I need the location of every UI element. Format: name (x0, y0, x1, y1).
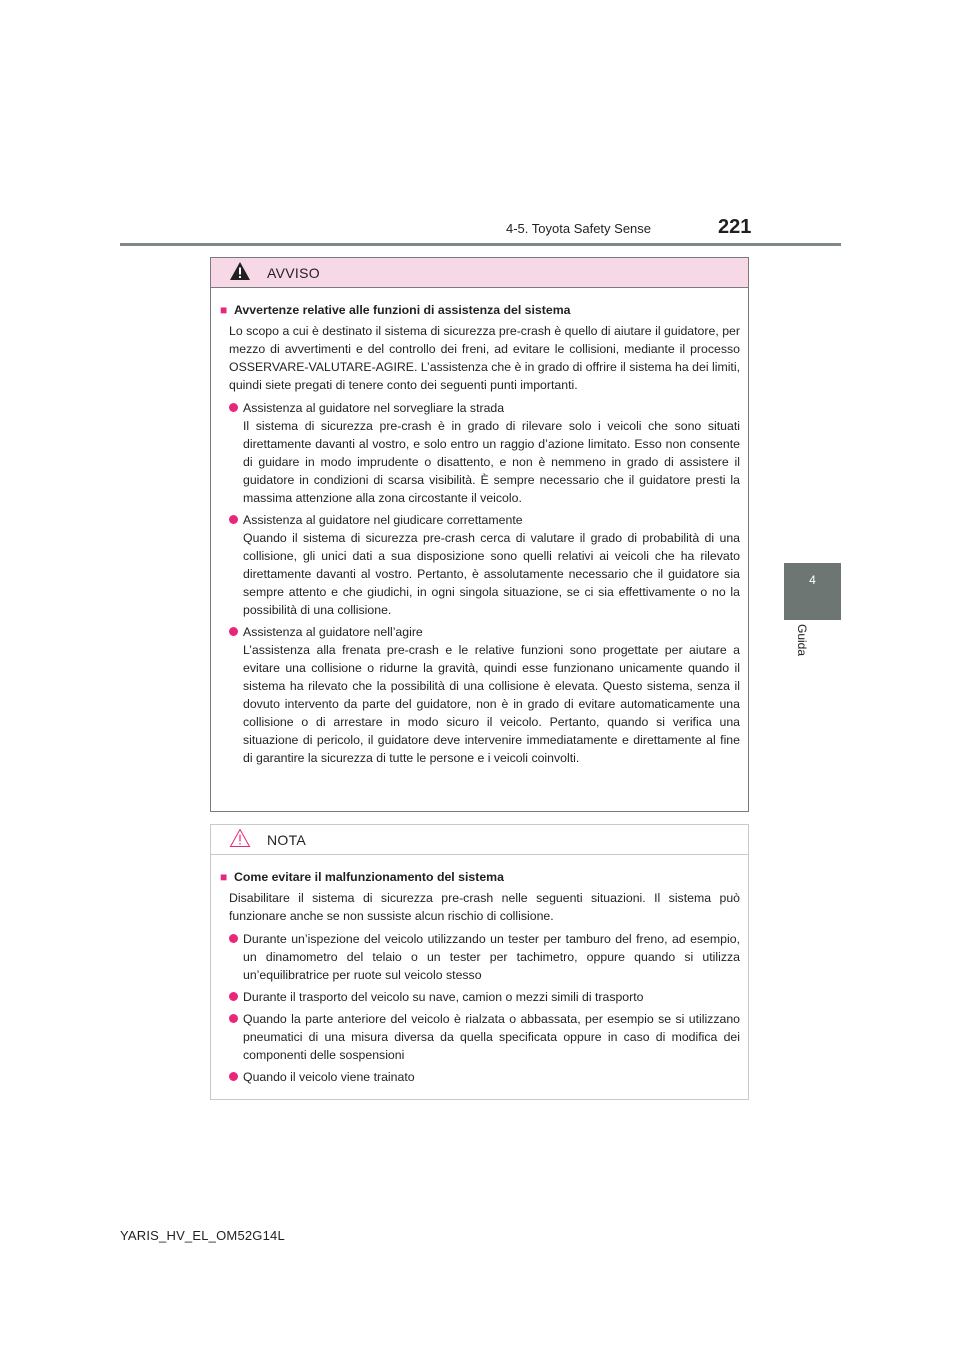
section-square-icon: ■ (220, 303, 228, 317)
caution-triangle-outline-icon (229, 828, 251, 848)
note-box (210, 824, 749, 1100)
bullet-icon (229, 511, 241, 529)
chapter-label: Guida (795, 624, 809, 657)
document-code: YARIS_HV_EL_OM52G14L (120, 1228, 285, 1243)
list-item (229, 930, 740, 984)
list-item-text: Quando il veicolo viene trainato (243, 1070, 415, 1084)
bullet-icon (229, 1010, 241, 1028)
note-heading-text: Come evitare il malfunzionamento del sistema (234, 870, 504, 884)
warning-title: AVVISO (267, 265, 320, 281)
list-item-text: Durante un’ispezione del veicolo utilizzando un tester per tamburo del freno, ad esempio, un dinamometro del telaio o un tester per tachimetro, oppure quando si utilizza un’equilibratrice per ruote sul veicolo stesso (243, 932, 740, 982)
list-item-title: Assistenza al guidatore nel sorvegliare la strada (243, 401, 505, 415)
list-item (229, 1010, 740, 1064)
warning-heading (220, 301, 740, 319)
list-item-text: Il sistema di sicurezza pre-crash è in grado di rilevare solo i veicoli che sono situati direttamente davanti al vostro, e solo entro un raggio d’azione limitato. Esso non consente di guidare in modo imprudente o disattento, e non è nemmeno in grado di assistere il guidatore in condizioni di scarsa visibilità. È sempre necessario che il guidatore presti la massima attenzione alla zona circostante il veicolo. (243, 419, 740, 505)
warning-content (211, 288, 748, 767)
chapter-tab (784, 563, 841, 620)
section-title: 4-5. Toyota Safety Sense (506, 221, 652, 236)
note-title: NOTA (267, 832, 307, 848)
warning-triangle-icon (229, 261, 251, 281)
section-square-icon: ■ (220, 870, 228, 884)
list-item-text: Quando il sistema di sicurezza pre-crash cerca di valutare il grado di probabilità di una collisione, gli unici dati a sua disposizione sono quelli relativi ai veicoli che ha rilevato direttamente davanti al vostro. Pertanto, è assolutamente necessario che il guidatore sia sempre attento e che giudichi, in ogni singola situazione, se ci sia effettivamente o no la possibilità di una collisione. (243, 531, 740, 617)
bullet-icon (229, 930, 241, 948)
list-item (229, 988, 740, 1006)
warning-header (211, 258, 748, 288)
warning-list (229, 399, 740, 767)
list-item-title: Assistenza al guidatore nel giudicare correttamente (243, 513, 523, 527)
bullet-icon (229, 623, 241, 641)
warning-heading-text: Avvertenze relative alle funzioni di assistenza del sistema (234, 303, 571, 317)
list-item-text: Durante il trasporto del veicolo su nave, camion o mezzi simili di trasporto (243, 990, 644, 1004)
note-heading (220, 868, 740, 886)
list-item-text: L’assistenza alla frenata pre-crash e le relative funzioni sono progettate per aiutare a evitare una collisione o ridurne la gravità, quindi esse funzionano unicamente quando il sistema ha rilevato che la possibilità di una collisione è elevata. Questo sistema, senza il dovuto intervento da parte del guidatore, non è in grado di evitare automaticamente una collisione o di arrestare in modo sicuro il veicolo. Pertanto, quando si verifica una situazione di pericolo, il guidatore deve intervenire immediatamente e direttamente al fine di garantire la sicurezza di tutte le persone e i veicoli coinvolti. (243, 643, 740, 765)
header-rule (120, 243, 841, 246)
list-item (229, 623, 740, 767)
list-item (229, 399, 740, 507)
note-content (211, 855, 748, 1086)
bullet-icon (229, 399, 241, 417)
warning-box (210, 257, 749, 812)
warning-intro: Lo scopo a cui è destinato il sistema di sicurezza pre-crash è quello di aiutare il guidatore, per mezzo di avvertimenti e del controllo dei freni, ad evitare le collisioni, mediante il processo OSSERVARE-VALUTARE-AGIRE. L’assistenza che è in grado di offrire il sistema ha dei limiti, quindi siete pregati di tenere conto dei seguenti punti importanti. (229, 324, 740, 392)
note-list (229, 930, 740, 1086)
list-item-text: Quando la parte anteriore del veicolo è rialzata o abbassata, per esempio se si utilizzano pneumatici di una misura diversa da quella specificata oppure in caso di modifica dei componenti delle sospensioni (243, 1012, 740, 1062)
note-intro: Disabilitare il sistema di sicurezza pre-crash nelle seguenti situazioni. Il sistema può funzionare anche se non sussiste alcun rischio di collisione. (229, 891, 740, 923)
bullet-icon (229, 1068, 241, 1086)
list-item-title: Assistenza al guidatore nell’agire (243, 625, 423, 639)
chapter-number: 4 (809, 573, 816, 587)
bullet-icon (229, 988, 241, 1006)
list-item (229, 511, 740, 619)
list-item (229, 1068, 740, 1086)
page-number: 221 (718, 216, 752, 238)
note-header (211, 825, 748, 855)
